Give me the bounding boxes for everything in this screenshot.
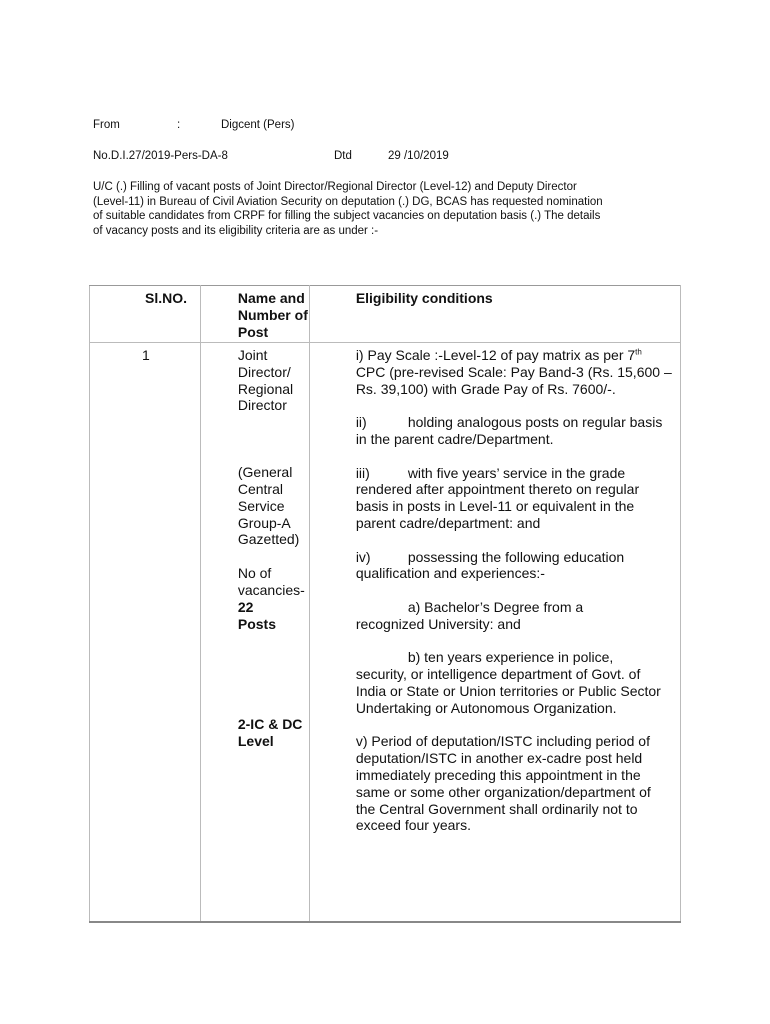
reference-number: No.D.I.27/2019-Pers-DA-8 [93, 150, 228, 162]
vacancies-count: 22 [237, 598, 254, 615]
table-header-row [90, 286, 681, 343]
eligibility-item-iv [356, 549, 674, 583]
from-label: From [93, 119, 120, 131]
post-cell [200, 343, 309, 923]
eligibility-item-iii [356, 465, 674, 532]
serial-number: 1 [142, 347, 150, 363]
item-number: iv) [355, 548, 371, 565]
eligibility-item-v: v) Period of deputation/ISTC including period of deputation/ISTC in another ex-cadre post held immediately preceding this appointment in the same or some other organization/department of the Central Government shall ordinarily not to exceed four years. [355, 733, 651, 834]
slno-heading: Sl.NO. [145, 290, 188, 306]
vacancy-table [89, 285, 681, 923]
slno-cell [90, 343, 201, 923]
post-level: 2-IC & DC Level [237, 716, 303, 750]
intro-paragraph [93, 180, 683, 238]
from-value: Digcent (Pers) [221, 119, 295, 131]
eligibility-text: possessing the following education qualification and experiences:- [355, 548, 625, 582]
intro-line: U/C (.) Filling of vacant posts of Joint Director/Regional Director (Level-12) and Deputy Director [93, 181, 577, 193]
eligibility-text: i) Pay Scale :-Level-12 of pay matrix as per 7 [355, 347, 636, 363]
intro-line: (Level-11) in Bureau of Civil Aviation Security on deputation (.) DG, BCAS has requested nomination [93, 195, 603, 208]
header-cell-post [200, 286, 309, 343]
eligibility-cell [309, 343, 680, 923]
superscript-th: th [635, 347, 642, 357]
post-heading: Name and Number of Post [237, 290, 308, 340]
intro-line: of suitable candidates from CRPF for filling the subject vacancies on deputation basis (.) The details [93, 210, 601, 222]
from-colon: : [177, 119, 181, 131]
header-cell-eligibility [309, 286, 680, 343]
eligibility-text: a) Bachelor’s Degree from a [407, 598, 584, 615]
dated-label: Dtd [334, 150, 352, 162]
eligibility-item-a [356, 599, 674, 633]
item-number: ii) [355, 414, 367, 431]
vacancies-suffix: Posts [237, 615, 276, 632]
vacancies-label: No of vacancies- [237, 565, 305, 598]
eligibility-text: CPC (pre-revised Scale: Pay Band-3 (Rs. 15,600 – Rs. 39,100) with Grade Pay of Rs. 7600/-. [355, 363, 672, 397]
vacancies [238, 565, 309, 632]
eligibility-text: with five years’ service in the grade rendered after appointment thereto on regular basis in posts in Level-11 or equivalent in the parent cadre/department: and [355, 464, 640, 531]
item-number: iii) [355, 464, 370, 481]
letter-date: 29 /10/2019 [388, 150, 449, 162]
post-name: Joint Director/ Regional Director [237, 347, 294, 414]
intro-line: of vacancy posts and its eligibility criteria are as under :- [93, 224, 379, 237]
header-cell-slno [90, 286, 201, 343]
eligibility-text: b) ten years experience in police, [407, 649, 614, 666]
table-row [90, 343, 681, 923]
post-group: (General Central Service Group-A Gazetted) [237, 464, 300, 548]
eligibility-heading: Eligibility conditions [355, 290, 493, 306]
eligibility-text: recognized University: and [355, 615, 521, 632]
eligibility-item-b [356, 649, 674, 716]
eligibility-item-ii [356, 414, 674, 448]
eligibility-text: holding analogous posts on regular basis in the parent cadre/Department. [355, 414, 663, 447]
eligibility-text: security, or intelligence department of Govt. of India or State or Union territories or Public Sector Undertaking or Autonomous Organization. [355, 666, 661, 716]
eligibility-item-i [356, 347, 674, 397]
